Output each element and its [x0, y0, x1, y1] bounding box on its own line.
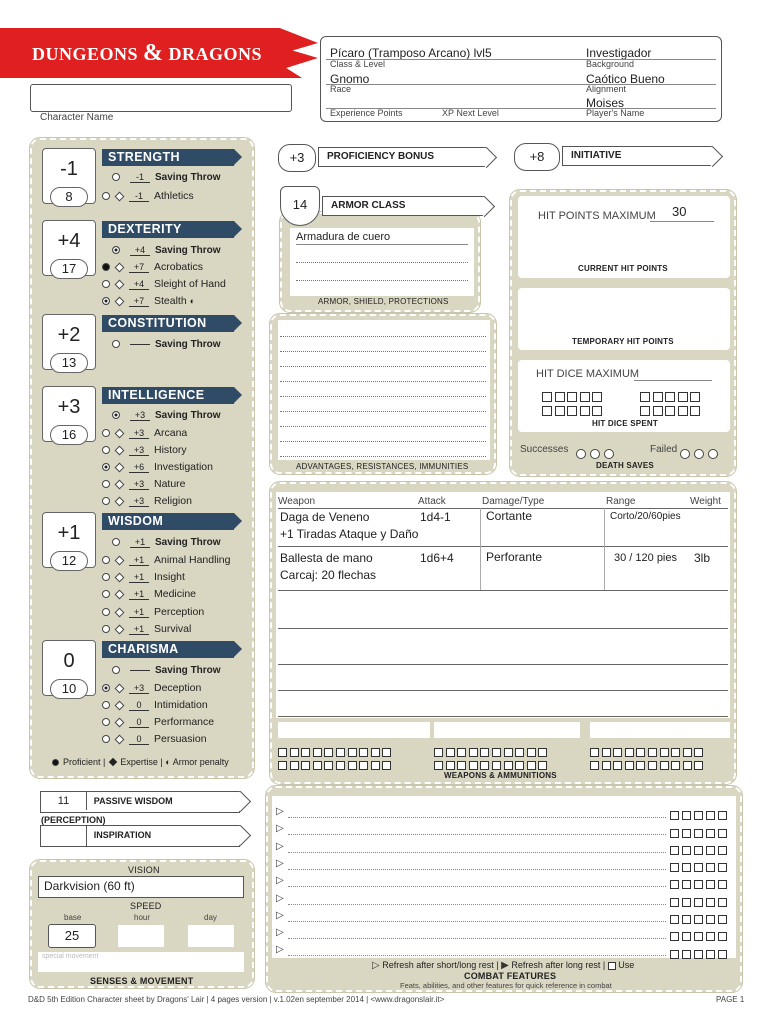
- skill-row[interactable]: [102, 460, 213, 474]
- vision-value: Darkvision (60 ft): [44, 879, 135, 893]
- senses-title: SENSES & MOVEMENT: [90, 976, 194, 986]
- expertise-toggle[interactable]: [115, 262, 125, 272]
- expertise-toggle[interactable]: [115, 462, 125, 472]
- skill-row[interactable]: [102, 587, 196, 601]
- skill-value: +3: [129, 445, 149, 456]
- proficiency-toggle[interactable]: [112, 666, 120, 674]
- skill-value: +3: [129, 496, 149, 507]
- successes-label: Successes: [520, 444, 569, 455]
- xp-next-label: XP Next Level: [442, 108, 499, 118]
- combat-subtitle: Feats, abilities, and other features for quick reference in combat: [400, 981, 612, 990]
- ability-charisma-score[interactable]: 10: [50, 679, 88, 699]
- skill-row[interactable]: [102, 553, 230, 567]
- ability-intelligence-score[interactable]: 16: [50, 425, 88, 445]
- ability-strength-modifier[interactable]: -1: [42, 148, 96, 204]
- combat-feature-row[interactable]: [276, 858, 732, 872]
- alignment-label: Alignment: [586, 84, 627, 94]
- skill-row[interactable]: [102, 732, 207, 746]
- xp-label: Experience Points: [330, 108, 403, 118]
- proficiency-toggle[interactable]: [102, 735, 110, 743]
- expertise-toggle[interactable]: [115, 428, 125, 438]
- weight-header: Weight: [690, 496, 721, 507]
- page-number: PAGE 1: [716, 995, 745, 1004]
- combat-feature-row[interactable]: [276, 944, 732, 958]
- combat-feature-row[interactable]: [276, 841, 732, 855]
- skill-row[interactable]: [102, 681, 201, 695]
- expertise-toggle[interactable]: [115, 572, 125, 582]
- combat-feature-row[interactable]: [276, 927, 732, 941]
- skill-label: Nature: [154, 478, 186, 490]
- ability-constitution-score[interactable]: 13: [50, 353, 88, 373]
- proficiency-ribbon: PROFICIENCY BONUS: [318, 147, 486, 167]
- proficiency-value[interactable]: +3: [278, 144, 316, 172]
- inspiration-ribbon: [40, 825, 240, 847]
- expertise-toggle[interactable]: [115, 624, 125, 634]
- ability-dexterity-modifier[interactable]: +4: [42, 220, 96, 276]
- hit-dice-checkbox-group[interactable]: [542, 402, 605, 420]
- expertise-toggle[interactable]: [115, 734, 125, 744]
- ability-intelligence-banner: INTELLIGENCE: [102, 387, 234, 404]
- proficiency-toggle[interactable]: [102, 684, 110, 692]
- ability-constitution-banner: CONSTITUTION: [102, 315, 234, 332]
- skill-value: +4: [130, 245, 150, 256]
- expertise-toggle[interactable]: [115, 683, 125, 693]
- ability-wisdom-score[interactable]: 12: [50, 551, 88, 571]
- skill-row[interactable]: [102, 605, 204, 619]
- refresh-icon: ▷: [276, 840, 284, 852]
- ability-dexterity-banner: DEXTERITY: [102, 221, 234, 238]
- proficiency-toggle[interactable]: [102, 263, 110, 271]
- skill-label: Sleight of Hand: [154, 278, 226, 290]
- armor-item: Armadura de cuero: [296, 231, 391, 243]
- advantages-footer: ADVANTAGES, RESISTANCES, IMMUNITIES: [296, 462, 469, 471]
- weapon-damage[interactable]: Cortante: [486, 509, 533, 523]
- initiative-value[interactable]: +8: [514, 143, 560, 171]
- death-saves-label: DEATH SAVES: [596, 461, 654, 470]
- weapon-note[interactable]: +1 Tiradas Ataque y Daño: [280, 527, 419, 541]
- skill-value: -1: [129, 191, 149, 202]
- weapon-name[interactable]: Daga de Veneno: [280, 510, 370, 524]
- special-movement-label: special movement: [42, 953, 99, 960]
- character-name-label: Character Name: [40, 112, 114, 123]
- passive-wisdom-value[interactable]: 11: [41, 792, 87, 810]
- skill-value: +6: [129, 462, 149, 473]
- refresh-icon: ▷: [276, 875, 284, 887]
- advantages-box[interactable]: [278, 320, 490, 460]
- proficiency-legend: Proficient | Expertise | ◐ Armor penalty: [52, 757, 229, 767]
- refresh-icon: ▷: [276, 927, 284, 939]
- skill-value: 0: [129, 734, 149, 745]
- ammo-name-field[interactable]: [434, 722, 580, 738]
- failed-checkboxes[interactable]: [680, 445, 722, 463]
- expertise-toggle[interactable]: [115, 445, 125, 455]
- proficiency-toggle[interactable]: [102, 590, 110, 598]
- skill-label: Survival: [154, 623, 192, 635]
- refresh-legend: ▷ Refresh after short/long rest | ▶ Refresh after long rest | Use: [372, 960, 635, 971]
- ammo-name-field[interactable]: [590, 722, 730, 738]
- proficiency-toggle[interactable]: [112, 538, 120, 546]
- player-name-value[interactable]: Moises: [586, 96, 625, 110]
- skill-label: Saving Throw: [155, 410, 221, 421]
- skill-value: +1: [129, 589, 149, 600]
- skill-row[interactable]: [102, 715, 214, 729]
- hit-dice-spent-label: HIT DICE SPENT: [592, 419, 658, 428]
- skill-row[interactable]: [102, 277, 226, 291]
- skill-row[interactable]: [112, 663, 221, 677]
- proficiency-toggle[interactable]: [102, 608, 110, 616]
- skill-label: Medicine: [154, 588, 197, 600]
- passive-wisdom-ribbon: [40, 791, 240, 825]
- skill-row[interactable]: [102, 570, 185, 584]
- skill-row[interactable]: [102, 494, 192, 508]
- weapon-header: Weapon: [278, 496, 316, 507]
- expertise-toggle[interactable]: [115, 296, 125, 306]
- skill-row[interactable]: [102, 294, 195, 308]
- class-level-label: Class & Level: [330, 59, 386, 69]
- ability-constitution-modifier[interactable]: +2: [42, 314, 96, 370]
- expertise-toggle[interactable]: [115, 555, 125, 565]
- skill-label: Saving Throw: [155, 339, 221, 350]
- brand-logo: DUNGEONS & DRAGONS: [32, 40, 263, 66]
- speed-hour-field[interactable]: [118, 925, 164, 947]
- expertise-icon: [109, 758, 117, 766]
- skill-row[interactable]: [102, 260, 203, 274]
- player-name-label: Player's Name: [586, 108, 645, 118]
- hp-max-label: HIT POINTS MAXIMUM: [538, 210, 656, 222]
- proficiency-toggle[interactable]: [102, 573, 110, 581]
- skill-value: +3: [130, 410, 150, 421]
- skill-value: [130, 344, 150, 345]
- hit-dice-label: HIT DICE MAXIMUM: [536, 368, 640, 380]
- current-hp-label: CURRENT HIT POINTS: [578, 264, 668, 273]
- weapons-table: [276, 492, 730, 718]
- skill-value: +1: [130, 537, 150, 548]
- skill-value: +3: [129, 479, 149, 490]
- skill-value: +1: [129, 572, 149, 583]
- skill-row[interactable]: [112, 170, 221, 184]
- skill-value: +4: [129, 279, 149, 290]
- hit-dice-checkbox-group[interactable]: [640, 402, 703, 420]
- weapon-range[interactable]: 30 / 120 pies: [614, 552, 677, 564]
- race-label: Race: [330, 84, 352, 94]
- expertise-toggle[interactable]: [115, 607, 125, 617]
- initiative-ribbon: INITIATIVE: [562, 146, 712, 166]
- weapons-footer: WEAPONS & AMMUNITIONS: [444, 771, 557, 780]
- temp-hp-label: TEMPORARY HIT POINTS: [572, 337, 674, 346]
- combat-feature-row[interactable]: [276, 806, 732, 820]
- weapon-weight[interactable]: 3lb: [694, 551, 711, 565]
- skill-row[interactable]: [102, 443, 187, 457]
- background-value[interactable]: Investigador: [586, 46, 652, 60]
- weapon-attack[interactable]: 1d4-1: [420, 510, 451, 524]
- proficiency-toggle[interactable]: [112, 173, 120, 181]
- proficiency-toggle[interactable]: [102, 497, 110, 505]
- skill-label: Insight: [154, 571, 185, 583]
- skill-value: 0: [129, 700, 149, 711]
- speed-hour-label: hour: [134, 913, 151, 922]
- proficiency-toggle[interactable]: [102, 701, 110, 709]
- skill-label: Investigation: [154, 461, 213, 473]
- passive-wisdom-label: PASSIVE WISDOM (PERCEPTION): [41, 796, 173, 825]
- refresh-icon: ▷: [276, 806, 284, 817]
- refresh-icon: ▷: [276, 944, 284, 956]
- failed-label: Failed: [650, 444, 678, 455]
- speed-day-label: day: [204, 913, 217, 922]
- speed-base-field[interactable]: 25: [48, 924, 96, 948]
- inspiration-box[interactable]: [41, 826, 87, 846]
- proficiency-toggle[interactable]: [102, 192, 110, 200]
- ammo-checkboxes[interactable]: [590, 757, 706, 775]
- weapon-name[interactable]: Ballesta de mano: [280, 551, 373, 565]
- armor-penalty-icon: ◐: [165, 757, 171, 767]
- skill-row[interactable]: [112, 243, 221, 257]
- skill-value: +7: [129, 262, 149, 273]
- skill-label: Performance: [154, 716, 215, 728]
- alignment-value[interactable]: Caótico Bueno: [586, 72, 665, 86]
- skill-label: Persuasion: [154, 733, 207, 745]
- skill-row[interactable]: [102, 622, 191, 636]
- refresh-icon: ▷: [276, 892, 284, 904]
- weapon-note[interactable]: Carcaj: 20 flechas: [280, 568, 377, 582]
- combat-feature-row[interactable]: [276, 910, 732, 924]
- vision-label: VISION: [128, 865, 160, 875]
- range-header: Range: [606, 496, 636, 507]
- skill-label: Arcana: [154, 427, 188, 439]
- ability-charisma-banner: CHARISMA: [102, 641, 234, 658]
- proficiency-toggle[interactable]: [102, 446, 110, 454]
- armor-footer: ARMOR, SHIELD, PROTECTIONS: [318, 297, 449, 306]
- skill-label: Animal Handling: [154, 554, 231, 566]
- ammo-checkboxes[interactable]: [278, 757, 394, 775]
- skill-label: Saving Throw: [155, 245, 221, 256]
- skill-label: Athletics: [154, 190, 194, 202]
- weapon-attack[interactable]: 1d6+4: [420, 551, 454, 565]
- speed-day-field[interactable]: [188, 925, 234, 947]
- proficiency-toggle[interactable]: [112, 340, 120, 348]
- proficiency-toggle[interactable]: [102, 625, 110, 633]
- ammo-name-field[interactable]: [278, 722, 430, 738]
- skill-label: Deception: [154, 682, 202, 694]
- skill-value: +3: [129, 683, 149, 694]
- combat-feature-row[interactable]: [276, 823, 732, 837]
- class-level-value[interactable]: Pícaro (Tramposo Arcano) lvl5: [330, 46, 492, 60]
- ability-dexterity-score[interactable]: 17: [50, 259, 88, 279]
- skill-label: Perception: [154, 606, 205, 618]
- expertise-toggle[interactable]: [115, 191, 125, 201]
- combat-title: COMBAT FEATURES: [464, 971, 557, 981]
- ability-strength-score[interactable]: 8: [50, 187, 88, 207]
- skill-value: +3: [129, 428, 149, 439]
- expertise-toggle[interactable]: [115, 479, 125, 489]
- skill-value: -1: [130, 172, 150, 183]
- expertise-toggle[interactable]: [115, 589, 125, 599]
- proficiency-toggle[interactable]: [112, 411, 120, 419]
- attack-header: Attack: [418, 496, 446, 507]
- skill-label: Religion: [154, 495, 192, 507]
- expertise-toggle[interactable]: [115, 279, 125, 289]
- proficiency-toggle[interactable]: [102, 280, 110, 288]
- skill-row[interactable]: [102, 477, 186, 491]
- ability-strength-banner: STRENGTH: [102, 149, 234, 166]
- combat-feature-row[interactable]: [276, 875, 732, 889]
- weapon-damage[interactable]: Perforante: [486, 550, 543, 564]
- combat-feature-row[interactable]: [276, 893, 732, 907]
- skill-row[interactable]: [102, 426, 187, 440]
- speed-base-label: base: [64, 913, 82, 922]
- skill-row[interactable]: [112, 337, 221, 351]
- proficient-icon: [52, 759, 59, 766]
- skill-label: Acrobatics: [154, 261, 204, 273]
- armor-class-ribbon: ARMOR CLASS: [322, 196, 484, 216]
- proficiency-toggle[interactable]: [102, 718, 110, 726]
- proficiency-toggle[interactable]: [112, 246, 120, 254]
- expertise-toggle[interactable]: [115, 700, 125, 710]
- expertise-toggle[interactable]: [115, 717, 125, 727]
- character-name-field[interactable]: [30, 84, 292, 112]
- weapon-range[interactable]: Corto/20/60pies: [610, 511, 681, 522]
- refresh-icon: ▷: [276, 823, 284, 835]
- damage-header: Damage/Type: [482, 496, 545, 507]
- skill-value: +7: [129, 296, 149, 307]
- skill-label: Saving Throw: [155, 537, 221, 548]
- expertise-toggle[interactable]: [115, 496, 125, 506]
- hp-max-value[interactable]: 30: [672, 204, 687, 219]
- ability-charisma-modifier[interactable]: 0: [42, 640, 96, 696]
- skill-value: +1: [129, 607, 149, 618]
- skill-row[interactable]: [102, 189, 194, 203]
- skill-row[interactable]: [112, 535, 221, 549]
- skill-label: Saving Throw: [155, 172, 221, 183]
- skill-value: 0: [129, 717, 149, 728]
- skill-row[interactable]: [112, 408, 221, 422]
- race-value[interactable]: Gnomo: [330, 72, 370, 86]
- background-label: Background: [586, 59, 635, 69]
- ability-intelligence-modifier[interactable]: +3: [42, 386, 96, 442]
- skill-value: +1: [129, 624, 149, 635]
- skill-value: +1: [129, 555, 149, 566]
- skill-label: Saving Throw: [155, 665, 221, 676]
- armor-penalty-icon: ◐: [189, 296, 196, 306]
- ability-wisdom-modifier[interactable]: +1: [42, 512, 96, 568]
- refresh-icon: ▷: [276, 857, 284, 869]
- skill-row[interactable]: [102, 698, 208, 712]
- speed-label: SPEED: [130, 901, 162, 911]
- skill-label: Stealth: [154, 295, 187, 307]
- armor-class-shield[interactable]: 14: [280, 186, 320, 226]
- proficiency-toggle[interactable]: [102, 480, 110, 488]
- proficiency-toggle[interactable]: [102, 429, 110, 437]
- inspiration-label: INSPIRATION: [93, 830, 152, 840]
- ability-wisdom-banner: WISDOM: [102, 513, 234, 530]
- footer-credit: D&D 5th Edition Character sheet by Dragons' Lair | 4 pages version | v.1.02en september 2014 | <www.dragonslair.it>: [28, 995, 445, 1004]
- skill-label: History: [154, 444, 187, 456]
- proficiency-toggle[interactable]: [102, 463, 110, 471]
- skill-value: [130, 670, 150, 671]
- skill-label: Intimidation: [154, 699, 208, 711]
- proficiency-toggle[interactable]: [102, 556, 110, 564]
- proficiency-toggle[interactable]: [102, 297, 110, 305]
- refresh-icon: ▷: [276, 909, 284, 921]
